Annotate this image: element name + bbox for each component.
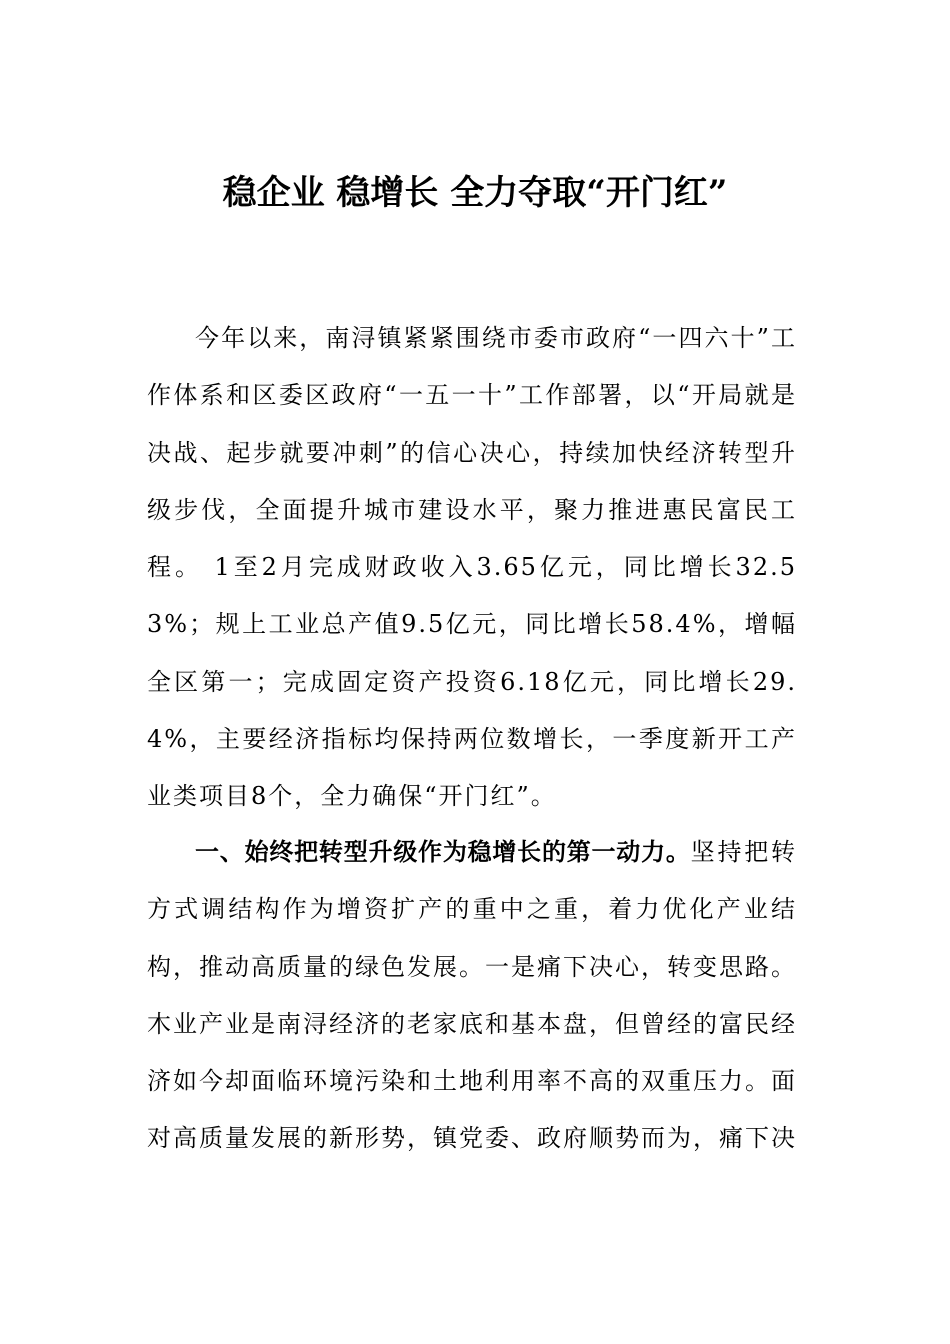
section-body: 坚持把转方式调结构作为增资扩产的重中之重，着力优化产业结构，推动高质量的绿色发展。一是痛下决心，转变思路。木业产业是南浔经济的老家底和基本盘，但曾经的富民经济如今却面临环境污染和土地利用率不高的双重压力。面对高质量发展的新形势，镇党委、政府顺势而为，痛下决	[147, 838, 798, 1153]
section-heading: 一、始终把转型升级作为稳增长的第一动力。	[195, 838, 691, 866]
paragraph-section-one	[147, 824, 797, 1168]
paragraph-intro: 今年以来，南浔镇紧紧围绕市委市政府“一四六十”工作体系和区委区政府“一五一十”工作部署，以“开局就是决战、起步就要冲刺”的信心决心，持续加快经济转型升级步伐，全面提升城市建设水平，聚力推进惠民富民工程。 1至2月完成财政收入3.65亿元，同比增长32.53%；规上工业总产值9.5亿元，同比增长58.4%，增幅全区第一；完成固定资产投资6.18亿元，同比增长29.4%，主要经济指标均保持两位数增长，一季度新开工产业类项目8个，全力确保“开门红”。	[147, 324, 797, 811]
document-title: 稳企业 稳增长 全力夺取“开门红”	[222, 173, 728, 213]
